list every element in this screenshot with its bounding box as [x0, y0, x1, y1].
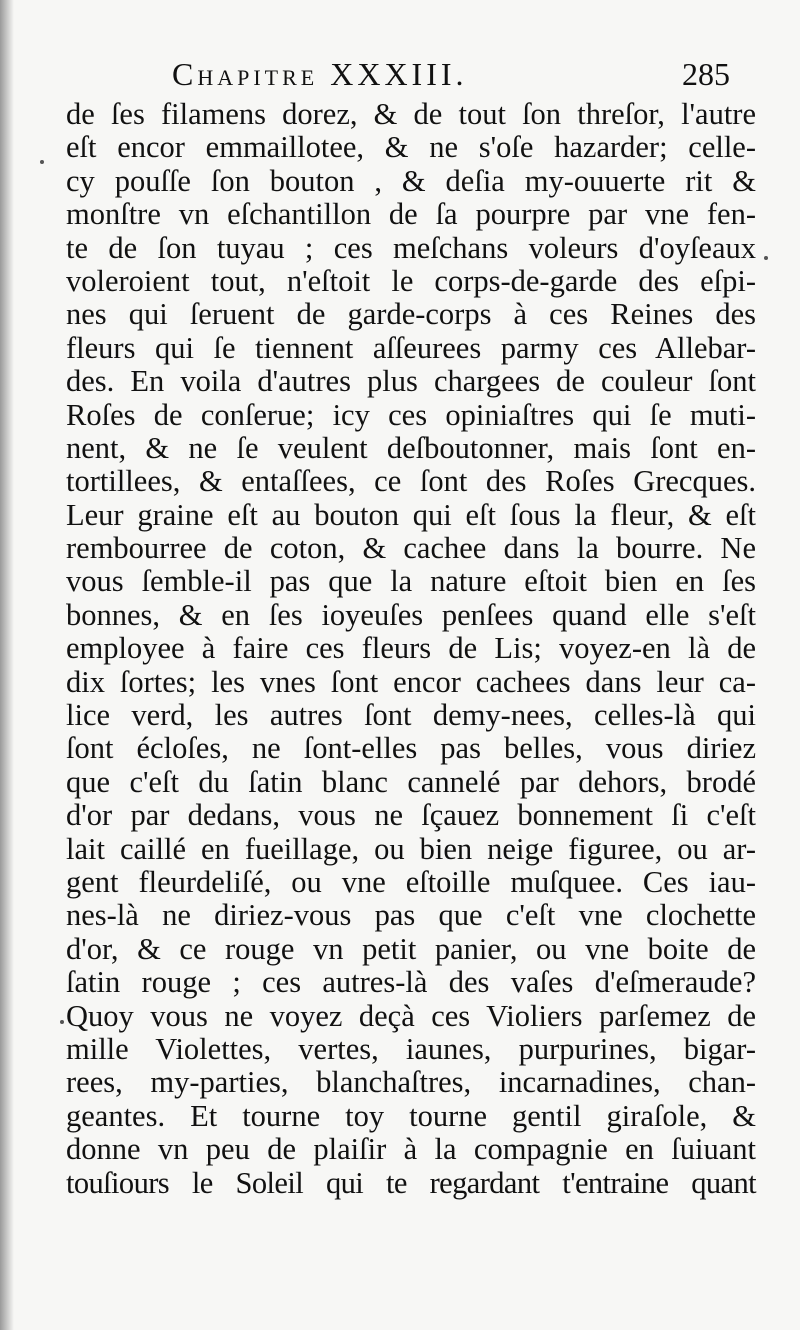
- text-line: que c'eſt du ſatin blanc cannelé par dehors, brodé: [66, 764, 756, 799]
- running-head: [0, 54, 800, 98]
- text-line: Quoy vous ne voyez deçà ces Violiers parſemez de: [66, 998, 756, 1033]
- text-line: mille Violettes, vertes, iaunes, purpurines, bigar-: [66, 1031, 756, 1066]
- text-line: fleurs qui ſe tiennent aſſeurees parmy ces Allebar-: [66, 330, 756, 365]
- text-line: tortillees, & entaſſees, ce ſont des Roſes Grecques.: [66, 464, 756, 499]
- binding-shadow: [0, 0, 14, 1330]
- text-line: Leur graine eſt au bouton qui eſt ſous la fleur, & eſt: [66, 497, 756, 532]
- text-line: cy pouſſe ſon bouton , & deſia my-ouuerte rit &: [66, 163, 756, 198]
- text-line: ſont écloſes, ne ſont-elles pas belles, vous diriez: [66, 731, 756, 766]
- text-line: nent, & ne ſe veulent deſboutonner, mais ſont en-: [66, 430, 756, 465]
- text-line: gent fleurdeliſé, ou vne eſtoille muſquee. Ces iau-: [66, 864, 756, 899]
- text-line: Roſes de conſerue; icy ces opiniaſtres qui ſe muti-: [66, 397, 756, 432]
- ink-speck: [40, 160, 44, 164]
- text-line: voleroient tout, n'eſtoit le corps-de-garde des eſpi-: [66, 263, 756, 298]
- page-number: 285: [682, 56, 730, 92]
- text-line: de ſes filamens dorez, & de tout ſon threſor, l'autre: [66, 97, 756, 131]
- body-text: [66, 98, 756, 1200]
- text-line: vous ſemble-il pas que la nature eſtoit bien en ſes: [66, 564, 756, 599]
- text-line: donne vn peu de plaiſir à la compagnie en ſuiuant: [66, 1132, 756, 1167]
- text-line: rees, my-parties, blanchaſtres, incarnadines, chan-: [66, 1065, 756, 1100]
- text-line: touſiours le Soleil qui te regardant t'entraine quant: [66, 1165, 756, 1200]
- text-line: te de ſon tuyau ; ces meſchans voleurs d'oyſeaux: [66, 230, 756, 265]
- text-line: d'or par dedans, vous ne ſçauez bonnement ſi c'eſt: [66, 798, 756, 833]
- text-line: rembourree de coton, & cachee dans la bourre. Ne: [66, 531, 756, 566]
- chapter-title: Chapitre XXXIII.: [172, 56, 468, 92]
- text-line: lice verd, les autres ſont demy-nees, celles-là qui: [66, 698, 756, 733]
- ink-speck: [60, 1020, 64, 1024]
- text-line: monſtre vn eſchantillon de ſa pourpre par vne fen-: [66, 197, 756, 232]
- text-line: bonnes, & en ſes ioyeuſes penſees quand elle s'eſt: [66, 597, 756, 632]
- text-line: nes-là ne diriez-vous pas que c'eſt vne clochette: [66, 898, 756, 933]
- text-line: geantes. Et tourne toy tourne gentil giraſole, &: [66, 1098, 756, 1133]
- text-line: eſt encor emmaillotee, & ne s'oſe hazarder; celle-: [66, 130, 756, 165]
- ink-speck: [764, 256, 768, 260]
- text-line: dix ſortes; les vnes ſont encor cachees dans leur ca-: [66, 664, 756, 699]
- text-line: des. En voila d'autres plus chargees de couleur ſont: [66, 364, 756, 399]
- text-line: employee à faire ces fleurs de Lis; voyez-en là de: [66, 631, 756, 666]
- text-line: d'or, & ce rouge vn petit panier, ou vne boite de: [66, 931, 756, 966]
- text-line: ſatin rouge ; ces autres-là des vaſes d'eſmeraude?: [66, 965, 756, 1000]
- text-line: nes qui ſeruent de garde-corps à ces Reines des: [66, 297, 756, 332]
- text-line: lait caillé en fueillage, ou bien neige figuree, ou ar-: [66, 831, 756, 866]
